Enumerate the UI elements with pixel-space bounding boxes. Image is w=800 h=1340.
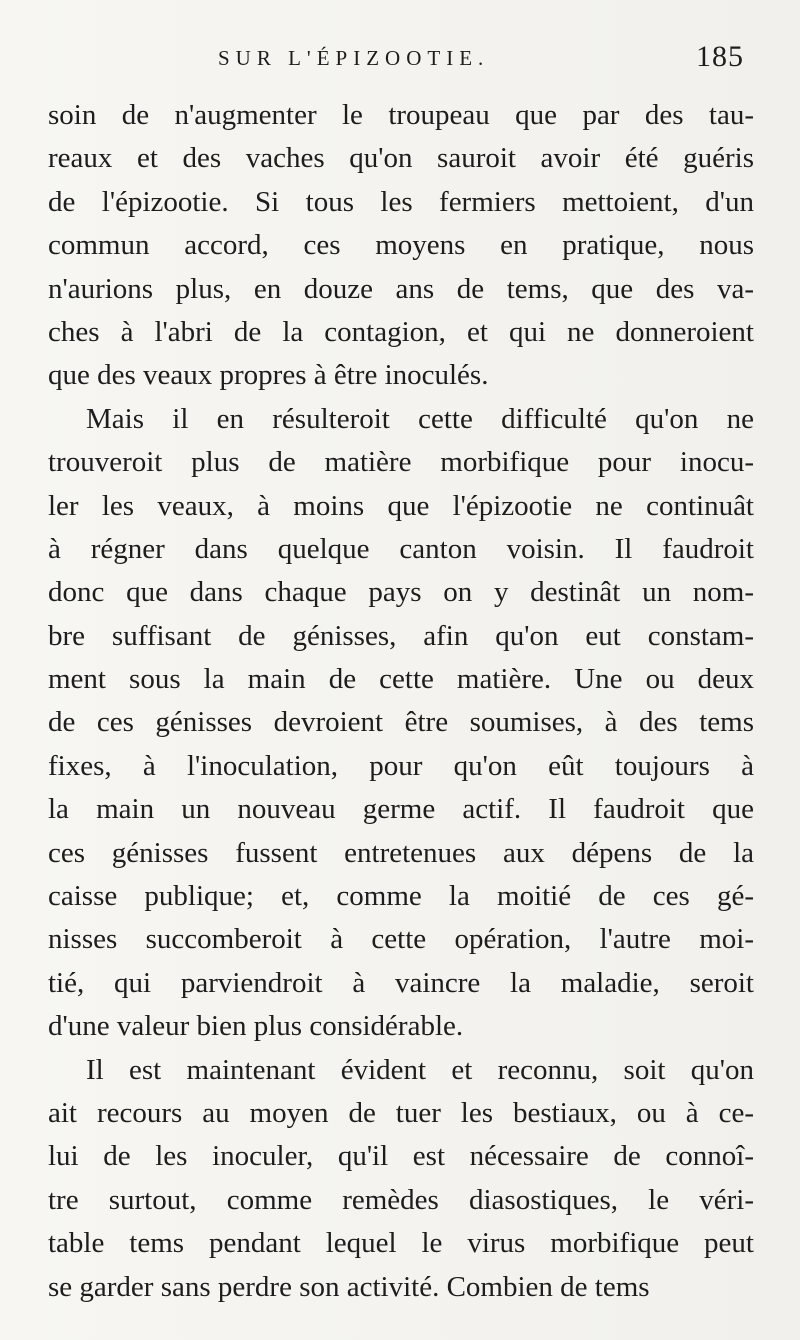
text-line: caisse publique; et, comme la moitié de ces gé- [48, 880, 754, 913]
paragraph [48, 398, 754, 1049]
text-line: Mais il en résulteroit cette difficulté qu'on ne [86, 402, 754, 435]
text-line: la main un nouveau germe actif. Il faudroit que [48, 793, 754, 826]
text-line: nisses succomberoit à cette opération, l'autre moi- [48, 923, 754, 956]
text-line: table tems pendant lequel le virus morbifique peut [48, 1227, 754, 1260]
text-line: ces génisses fussent entretenues aux dépens de la [48, 836, 754, 869]
text-line: se garder sans perdre son activité. Combien de tems [48, 1270, 650, 1303]
paragraph [48, 1049, 754, 1309]
text-line: bre suffisant de génisses, afin qu'on eut constam- [48, 619, 754, 652]
text-line: ler les veaux, à moins que l'épizootie ne continuât [48, 489, 754, 522]
page-number: 185 [696, 40, 744, 73]
text-line: trouveroit plus de matière morbifique pour inocu- [48, 446, 754, 479]
text-line: à régner dans quelque canton voisin. Il faudroit [48, 532, 754, 565]
running-head [48, 40, 752, 80]
text-line: reaux et des vaches qu'on sauroit avoir été guéris [48, 142, 754, 175]
text-line: fixes, à l'inoculation, pour qu'on eût toujours à [48, 749, 754, 782]
text-line: Il est maintenant évident et reconnu, soit qu'on [86, 1053, 754, 1086]
text-line: ment sous la main de cette matière. Une ou deux [48, 663, 754, 696]
text-line: de l'épizootie. Si tous les fermiers mettoient, d'un [48, 185, 754, 218]
text-line: tre surtout, comme remèdes diasostiques, le véri- [48, 1183, 754, 1216]
text-line: lui de les inoculer, qu'il est nécessaire de connoî- [48, 1140, 754, 1173]
text-line: tié, qui parviendroit à vaincre la maladie, seroit [48, 966, 754, 999]
body-text [48, 94, 754, 1309]
running-title: SUR L'ÉPIZOOTIE. [218, 46, 490, 70]
text-line: n'aurions plus, en douze ans de tems, que des va- [48, 272, 754, 305]
text-line: soin de n'augmenter le troupeau que par des tau- [48, 99, 754, 131]
text-line: d'une valeur bien plus considérable. [48, 1010, 464, 1043]
text-line: de ces génisses devroient être soumises, à des tems [48, 706, 754, 739]
text-line: ait recours au moyen de tuer les bestiaux, ou à ce- [48, 1096, 754, 1129]
paragraph [48, 94, 754, 398]
text-line: commun accord, ces moyens en pratique, nous [48, 229, 754, 262]
text-line: donc que dans chaque pays on y destinât un nom- [48, 576, 754, 609]
text-line: que des veaux propres à être inoculés. [48, 359, 489, 392]
text-line: ches à l'abri de la contagion, et qui ne donneroient [48, 315, 754, 348]
